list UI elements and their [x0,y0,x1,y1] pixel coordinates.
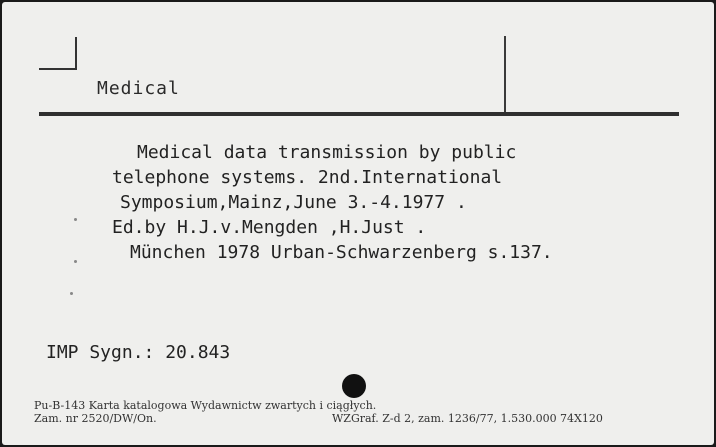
paper-speck [74,260,77,263]
header-rule [39,112,679,116]
corner-mark-vertical [75,37,77,69]
corner-mark-horizontal [39,68,77,70]
printer-footer-line-2-left: Zam. nr 2520/DW/On. [34,412,157,425]
punch-hole [342,374,366,398]
paper-speck [74,218,77,221]
shelfmark: IMP Sygn.: 20.843 [46,342,231,363]
entry-line-1: Medical data transmission by public [137,142,517,163]
column-divider [504,36,506,114]
paper-speck [70,292,73,295]
entry-line-4: Ed.by H.J.v.Mengden ,H.Just . [112,217,427,238]
entry-line-3: Symposium,Mainz,June 3.-4.1977 . [120,192,467,213]
catalog-card [2,2,714,445]
entry-line-5: München 1978 Urban-Schwarzenberg s.137. [130,242,553,263]
printer-footer-line-1: Pu-B-143 Karta katalogowa Wydawnictw zwartych i ciągłych. [34,399,377,412]
subject-heading: Medical [97,78,180,99]
entry-line-2: telephone systems. 2nd.International [112,167,503,188]
printer-footer-line-2-right: WZGraf. Z-d 2, zam. 1236/77, 1.530.000 74X120 [332,412,603,425]
